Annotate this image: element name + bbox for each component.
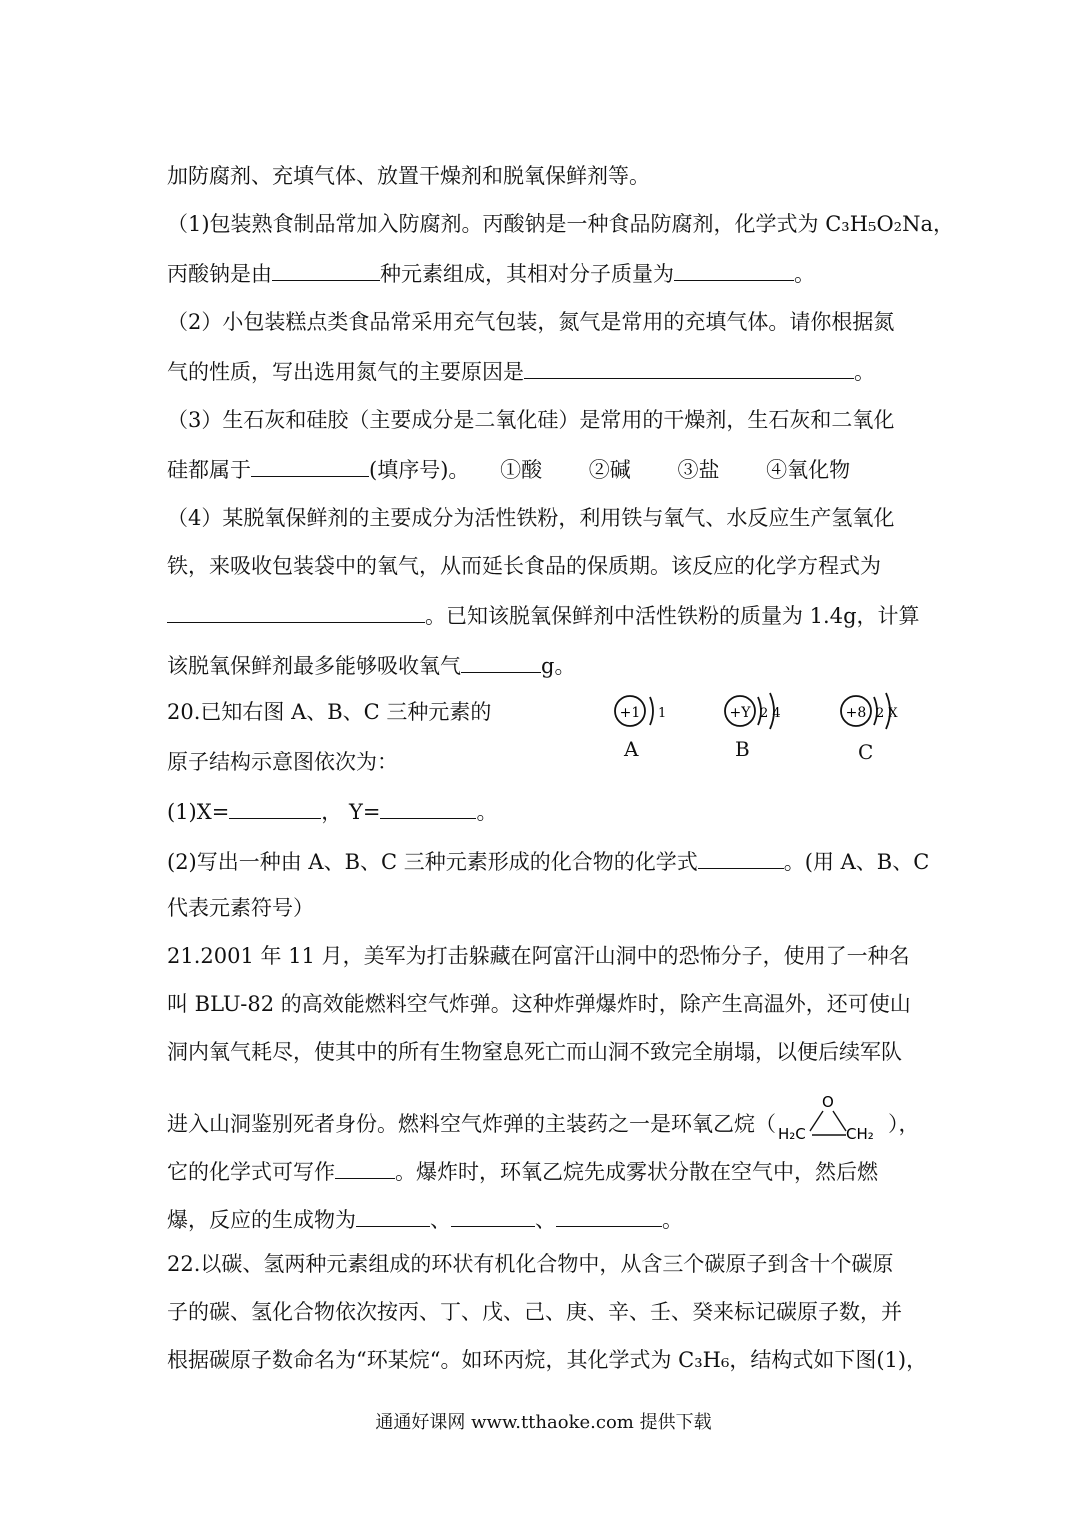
text-line (167, 1038, 902, 1066)
atom-structure-diagrams (600, 675, 930, 775)
electron-shell-label: 1 (658, 706, 667, 721)
line-text: 它的化学式可写作 (167, 1160, 335, 1184)
ch2-right-label: CH₂ (846, 1125, 874, 1141)
text-line (167, 748, 398, 776)
text-line (167, 1346, 927, 1374)
text-line (167, 504, 894, 532)
atom-b-label: B (735, 737, 750, 761)
line-text: 洞内氧气耗尽，使其中的所有生物窒息死亡而山洞不致完全崩塌，以便后续军队 (167, 1040, 902, 1064)
nucleus-label: +8 (845, 705, 867, 721)
text-line (167, 258, 815, 288)
text-line (167, 162, 650, 190)
line-text: 叫 BLU-82 的高效能燃料空气炸弹。这种炸弹爆炸时，除产生高温外，还可使山 (167, 992, 911, 1016)
line-text: (填序号)。 (369, 458, 470, 482)
epoxide-svg (776, 1093, 888, 1141)
answer-blank[interactable] (251, 454, 369, 477)
text-line (167, 356, 875, 386)
line-text: 。 (794, 262, 815, 286)
text-line (167, 600, 920, 630)
electron-shell-label: 2 X (876, 706, 898, 721)
option-label: ②碱 (588, 458, 631, 482)
text-line (167, 796, 497, 826)
line-text: ）， (888, 1112, 920, 1136)
line-text: 爆，反应的生成物为 (167, 1208, 356, 1232)
answer-blank[interactable] (272, 258, 380, 281)
text-line (167, 894, 314, 922)
line-text: 。已知该脱氧保鲜剂中活性铁粉的质量为 1.4g，计算 (425, 604, 920, 628)
atom-c-diagram (841, 693, 898, 729)
text-line (167, 552, 881, 580)
text-line (167, 990, 911, 1018)
answer-blank[interactable] (698, 846, 784, 869)
line-text: (2)写出一种由 A、B、C 三种元素形成的化合物的化学式 (167, 850, 698, 874)
line-text: 。 (662, 1208, 683, 1232)
nucleus-label: +1 (619, 705, 641, 721)
oxygen-atom-label: O (822, 1093, 834, 1111)
line-text: 硅都属于 (167, 458, 251, 482)
line-text: 21.2001 年 11 月，美军为打击躲藏在阿富汗山洞中的恐怖分子，使用了一种名 (167, 944, 910, 968)
text-line (167, 1093, 920, 1144)
answer-blank[interactable] (356, 1204, 430, 1227)
text-line (167, 1250, 893, 1278)
text-line (167, 1298, 902, 1326)
answer-blank[interactable] (556, 1204, 662, 1227)
electron-shell-label: 2 4 (760, 706, 781, 721)
atom-a-label: A (624, 737, 639, 761)
line-text: ， Y= (321, 800, 381, 824)
text-line (167, 942, 910, 970)
answer-blank[interactable] (335, 1156, 395, 1179)
text-line (167, 1204, 683, 1234)
answer-blank[interactable] (524, 356, 854, 379)
answer-blank[interactable] (451, 1204, 535, 1227)
line-text: （4）某脱氧保鲜剂的主要成分为活性铁粉，利用铁与氧气、水反应生产氢氧化 (167, 506, 895, 530)
answer-blank[interactable] (167, 600, 425, 623)
line-text: 。爆炸时，环氧乙烷先成雾状分散在空气中，然后燃 (395, 1160, 878, 1184)
line-text: g。 (541, 654, 576, 678)
option-label: ①酸 (500, 458, 543, 482)
line-text: 20.已知右图 A、B、C 三种元素的 (167, 700, 492, 724)
line-text: 、 (430, 1208, 451, 1232)
line-text: 进入山洞鉴别死者身份。燃料空气炸弹的主装药之一是环氧乙烷（ (167, 1112, 776, 1136)
option-label: ④氧化物 (766, 458, 851, 482)
line-text: （2）小包装糕点类食品常采用充气包装，氮气是常用的充填气体。请你根据氮 (167, 310, 895, 334)
line-text: 原子结构示意图依次为： (167, 750, 398, 774)
line-text: （1)包装熟食制品常加入防腐剂。丙酸钠是一种食品防腐剂，化学式为 C₃H₅O₂Na， (167, 212, 954, 236)
text-line (167, 1156, 878, 1186)
answer-blank[interactable] (380, 796, 476, 819)
answer-blank[interactable] (461, 650, 541, 673)
line-text: 代表元素符号） (167, 896, 314, 920)
line-text: 。(用 A、B、C (783, 850, 930, 874)
line-text: 22.以碳、氢两种元素组成的环状有机化合物中，从含三个碳原子到含十个碳原 (167, 1252, 894, 1276)
line-text: 该脱氧保鲜剂最多能够吸收氧气 (167, 654, 461, 678)
atom-c-label: C (858, 740, 874, 764)
line-text: 、 (535, 1208, 556, 1232)
text-line (167, 846, 929, 876)
text-line (167, 406, 894, 434)
answer-blank[interactable] (674, 258, 794, 281)
epoxide-structure (776, 1093, 888, 1144)
text-line (167, 698, 491, 726)
line-text: 气的性质，写出选用氮气的主要原因是 (167, 360, 524, 384)
text-line (167, 308, 894, 336)
line-text: （3）生石灰和硅胶（主要成分是二氧化硅）是常用的干燥剂，生石灰和二氧化 (167, 408, 895, 432)
text-line (167, 454, 850, 484)
line-text: 子的碳、氢化合物依次按丙、丁、戊、己、庚、辛、壬、癸来标记碳原子数，并 (167, 1300, 902, 1324)
atom-b-diagram (725, 693, 781, 729)
line-text: 。 (854, 360, 875, 384)
line-text: 种元素组成，其相对分子质量为 (380, 262, 674, 286)
page-footer: 通通好课网 www.tthaoke.com 提供下载 (375, 1412, 712, 1433)
line-text: 铁，来吸收包装袋中的氧气，从而延长食品的保质期。该反应的化学方程式为 (167, 554, 881, 578)
ch2-left-label: H₂C (778, 1125, 806, 1141)
answer-blank[interactable] (229, 796, 321, 819)
text-line (167, 650, 575, 680)
atom-diagram-svg (600, 675, 930, 775)
line-text: 。 (476, 800, 498, 824)
line-text: 根据碳原子数命名为“环某烷“。如环丙烷，其化学式为 C₃H₆，结构式如下图(1)， (167, 1348, 928, 1372)
nucleus-label: +Y (729, 705, 751, 721)
text-line (167, 210, 954, 238)
line-text: (1)X= (167, 800, 230, 824)
atom-a-diagram (615, 696, 666, 726)
line-text: 加防腐剂、充填气体、放置干燥剂和脱氧保鲜剂等。 (167, 164, 650, 188)
line-text: 丙酸钠是由 (167, 262, 272, 286)
option-label: ③盐 (677, 458, 720, 482)
